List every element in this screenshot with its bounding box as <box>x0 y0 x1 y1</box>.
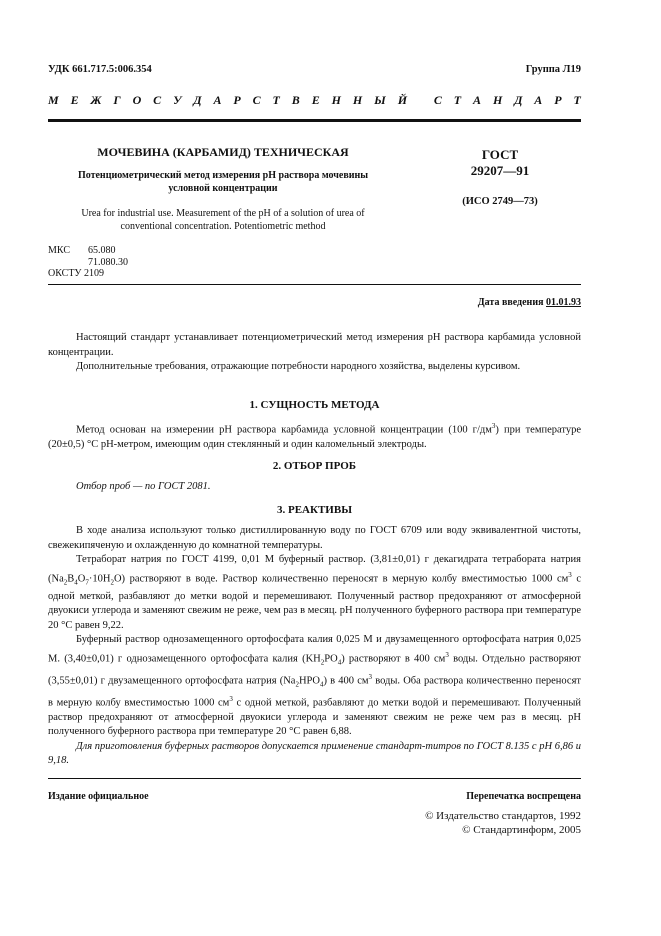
section-3-text <box>48 524 581 769</box>
banner-letter: С <box>153 93 162 107</box>
banner-letter: Т <box>573 93 581 107</box>
subtitle-line-1: Потенциометрический метод измерения pH раствора мочевины <box>77 170 369 181</box>
okstu-code: ОКСТУ 2109 <box>48 268 105 279</box>
classification-codes <box>48 245 128 280</box>
official-edition: Издание официальное <box>48 791 149 802</box>
reagents-paragraph-1: В ходе анализа используют только дистиллированную воду по ГОСТ 6709 или воду эквивалентной чистоты, свежекипяченую и охлажденную до комнатной температуры. <box>48 525 581 551</box>
mks-code-2: 71.080.30 <box>88 256 128 268</box>
banner-letter: Т <box>272 93 280 107</box>
banner-letter: А <box>213 93 222 107</box>
banner-letter: Д <box>193 93 202 107</box>
subtitle-line-2: условной концентрации <box>168 183 278 194</box>
banner-letter: Н <box>352 93 363 107</box>
udk-code: УДК 661.717.5:006.354 <box>48 64 152 75</box>
section-2-text: Отбор проб — по ГОСТ 2081. <box>76 481 211 492</box>
banner-letter: М <box>48 93 59 107</box>
codes-rule <box>48 284 581 285</box>
section-3-heading: 3. РЕАКТИВЫ <box>276 504 352 516</box>
section-1-text: Метод основан на измерении pH раствора карбамида условной концентрации (100 $г/дм^3$) при температуре (20±0,5) °С pH-метром, имеющим один стеклянный и один каломельный электроды. <box>48 422 581 450</box>
banner-letter: Й <box>397 93 408 107</box>
banner-letter: А <box>473 93 482 107</box>
banner-gap <box>419 93 422 108</box>
banner-letter: О <box>132 93 142 107</box>
banner-letter: С <box>433 93 442 107</box>
reagents-paragraph-4: Для приготовления буферных растворов допускается применение стандарт-титров по ГОСТ 8.135 с pH 6,86 и 9,18. <box>48 740 581 767</box>
group-code: Группа Л19 <box>525 64 581 75</box>
intro-paragraph-1: Настоящий стандарт устанавливает потенциометрический метод измерения pH раствора карбамида условной концентрации. <box>48 332 581 358</box>
iso-reference: (ИСО 2749—73) <box>462 196 538 207</box>
gost-number: 29207—91 <box>470 163 530 178</box>
effective-date-label: Дата введения <box>477 297 544 308</box>
english-title <box>48 207 398 233</box>
banner-letter: У <box>173 93 182 107</box>
footer-rule <box>48 778 581 779</box>
document-title: МОЧЕВИНА (КАРБАМИД) ТЕХНИЧЕСКАЯ <box>97 145 349 159</box>
mks-label: МКС <box>48 245 70 256</box>
gost-designation <box>430 147 570 179</box>
document-subtitle <box>48 169 398 195</box>
banner-letter: Д <box>514 93 523 107</box>
banner-letter: Н <box>492 93 503 107</box>
standard-banner <box>48 93 581 108</box>
banner-letter: Ж <box>90 93 102 107</box>
intro-paragraph-2: Дополнительные требования, отражающие потребности народного хозяйства, выделены курсивом. <box>76 361 521 372</box>
banner-letter: Т <box>453 93 462 107</box>
english-line-1: Urea for industrial use. Measurement of the pH of a solution of urea of <box>81 208 365 219</box>
banner-letter: Г <box>113 93 121 107</box>
banner-letter: Н <box>331 93 341 107</box>
section-1-heading: 1. СУЩНОСТЬ МЕТОДА <box>249 399 380 411</box>
copyright-line-2: © Стандартинформ, 2005 <box>462 824 581 836</box>
english-line-2: conventional concentration. Potentiometric method <box>120 221 326 232</box>
banner-letter: С <box>252 93 261 107</box>
banner-letter: В <box>291 93 300 107</box>
reprint-prohibited: Перепечатка воспрещена <box>466 791 581 802</box>
gost-label: ГОСТ <box>481 147 519 162</box>
banner-letter: Р <box>233 93 241 107</box>
copyright-line-1: © Издательство стандартов, 1992 <box>425 810 581 822</box>
mks-code-1: 65.080 <box>88 245 116 256</box>
reagents-paragraph-2: Тетраборат натрия по ГОСТ 4199, 0,01 М буферный раствор. (3,81±0,01) г декагидрата тетрабората натрия $(Na_2B_4O_7\cdot 10H_2O)$ растворяют в воде. Раствор количественно переносят в мерную колбу вместимостью 1000 $см^3$ с одной меткой, разбавляют до метки водой и перемешивают. Полученный раствор предохраняют от атмосферной двуокиси углерода и заменяют свежим не реже, чем раз в месяц. pH полученного буферного раствора при температуре 20 °С равен 9,22. <box>48 554 581 631</box>
effective-date <box>478 297 581 308</box>
section-2-heading: 2. ОТБОР ПРОБ <box>272 460 357 472</box>
intro-text <box>48 331 581 375</box>
banner-letter: А <box>534 93 543 107</box>
banner-letter: Ы <box>374 93 386 107</box>
effective-date-value: 01.01.93 <box>546 297 581 308</box>
banner-letter: Е <box>70 93 79 107</box>
reagents-paragraph-3: Буферный раствор однозамещенного ортофосфата калия 0,025 М и двузамещенного ортофосфата натрия 0,025 М. (3,40±0,01) г однозамещенного ортофосфата калия $(KH_2PO_4)$ растворяют в 400 $см^3$ воды. Отдельно растворяют (3,55±0,01) г двузамещенного ортофосфата натрия $(Na_2HPO_4)$ в 400 $см^3$ воды. Оба раствора количественно переносят в мерную колбу вместимостью 1000 $см^3$ с одной меткой, разбавляют до метки водой и перемешивают. Полученный раствор предохраняют от атмосферной двуокиси углерода и заменяют свежим не реже чем раз в месяц. pH полученного буферного раствора при температуре 20 °С равен 6,88. <box>48 634 581 738</box>
header-rule <box>48 119 581 122</box>
banner-letter: Р <box>554 93 562 107</box>
copyright <box>425 809 581 837</box>
banner-letter: Е <box>311 93 320 107</box>
